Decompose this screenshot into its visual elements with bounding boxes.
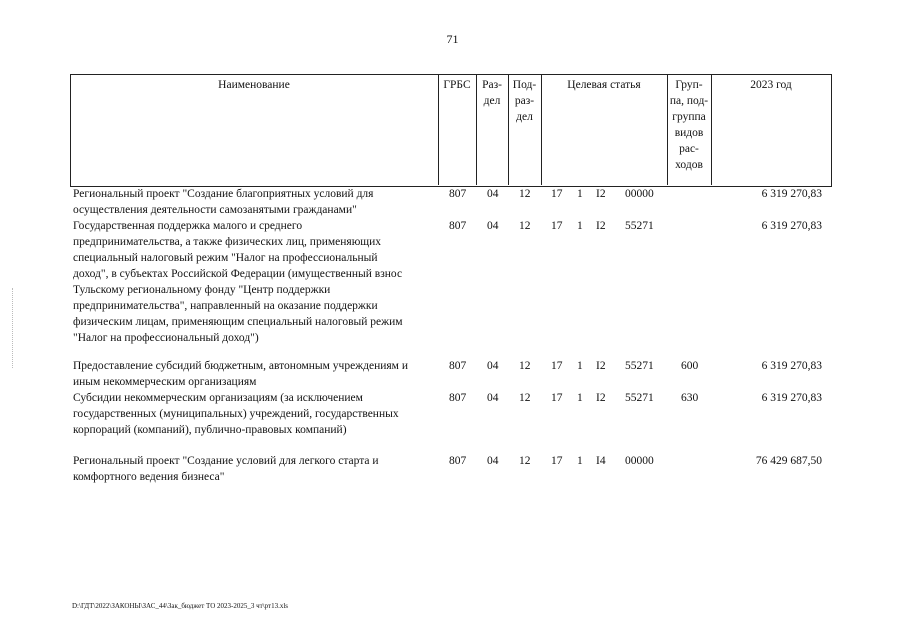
header-razdel-line: дел <box>483 95 501 107</box>
row-target-program: 17 <box>551 360 563 372</box>
row-razdel: 04 <box>487 455 499 467</box>
row-target-sub: 1 <box>577 220 583 232</box>
row-target-sub: 1 <box>577 392 583 404</box>
row-target-program: 17 <box>551 188 563 200</box>
row-target-code: 00000 <box>625 188 654 200</box>
row-razdel: 04 <box>487 392 499 404</box>
header-group-line: Груп- <box>675 79 703 91</box>
row-podrazdel: 12 <box>519 360 531 372</box>
header-target: Целевая статья <box>567 79 641 91</box>
row-name-line: специальный налоговый режим "Налог на профессиональный <box>73 252 378 264</box>
row-target-project: I2 <box>596 220 606 232</box>
row-name-line: предпринимательства, а также физических лиц, применяющих <box>73 236 382 248</box>
row-target-sub: 1 <box>577 188 583 200</box>
header-podrazdel-line: дел <box>516 111 533 123</box>
row-name-line: Тульскому региональному фонду "Центр поддержки <box>73 284 331 296</box>
row-name-line: государственных (муниципальных) учреждений, государственных <box>73 408 399 420</box>
table-header <box>70 74 832 187</box>
row-name-line: "Налог на профессиональный доход") <box>73 332 259 344</box>
row-razdel: 04 <box>487 360 499 372</box>
row-grbs: 807 <box>449 392 467 404</box>
row-name-line: комфортного ведения бизнеса" <box>73 471 225 483</box>
header-group-line: группа <box>672 111 706 123</box>
page-number: 71 <box>446 32 459 46</box>
row-amount: 6 319 270,83 <box>761 392 822 404</box>
header-year: 2023 год <box>750 79 792 91</box>
row-target-code: 55271 <box>625 220 654 232</box>
row-name <box>73 186 438 218</box>
row-name-line: доход", в субъектах Российской Федерации (имущественный взнос <box>73 268 403 280</box>
header-podrazdel <box>508 77 541 125</box>
row-target-project: I2 <box>596 188 606 200</box>
row-razdel: 04 <box>487 220 499 232</box>
header-group <box>667 77 711 173</box>
header-razdel-line: Раз- <box>482 79 502 91</box>
header-group-line: па, под- <box>669 95 709 107</box>
header-razdel <box>476 77 508 109</box>
row-name-line: Субсидии некоммерческим организациям (за исключением <box>73 392 363 404</box>
row-amount: 6 319 270,83 <box>761 188 822 200</box>
row-amount: 76 429 687,50 <box>755 455 822 467</box>
header-name: Наименование <box>218 79 290 91</box>
row-podrazdel: 12 <box>519 188 531 200</box>
row-amount: 6 319 270,83 <box>761 220 822 232</box>
row-name <box>73 358 438 390</box>
row-target-project: I4 <box>596 455 606 467</box>
row-podrazdel: 12 <box>519 220 531 232</box>
row-target-program: 17 <box>551 392 563 404</box>
row-target-code: 00000 <box>625 455 654 467</box>
header-group-line: рас- <box>679 143 699 155</box>
row-group: 600 <box>681 360 699 372</box>
row-name <box>73 453 438 485</box>
row-name-line: осуществления деятельности самозанятыми гражданами" <box>73 204 357 216</box>
row-name <box>73 218 438 346</box>
row-grbs: 807 <box>449 455 467 467</box>
row-target-project: I2 <box>596 392 606 404</box>
row-target-program: 17 <box>551 220 563 232</box>
header-podrazdel-line: Под- <box>512 79 537 91</box>
row-grbs: 807 <box>449 188 467 200</box>
row-target-project: I2 <box>596 360 606 372</box>
footer-file-path: D:\ГДТ\2022\ЗАКОНЫ\ЗАС_44\Зак_бюджет ТО 2023-2025_3 чт\рт13.xls <box>72 602 289 610</box>
row-name-line: Региональный проект "Создание условий для легкого старта и <box>73 455 379 467</box>
header-podrazdel-line: раз- <box>514 95 535 107</box>
row-target-program: 17 <box>551 455 563 467</box>
row-amount: 6 319 270,83 <box>761 360 822 372</box>
row-group: 630 <box>681 392 699 404</box>
row-name-line: Региональный проект "Создание благоприятных условий для <box>73 188 374 200</box>
row-name-line: предпринимательства", направленный на оказание поддержки <box>73 300 378 312</box>
row-podrazdel: 12 <box>519 392 531 404</box>
row-target-sub: 1 <box>577 455 583 467</box>
row-name-line: Предоставление субсидий бюджетным, автономным учреждениям и <box>73 360 408 372</box>
header-grbs: ГРБС <box>443 79 471 91</box>
scan-artifact <box>12 288 14 368</box>
row-target-code: 55271 <box>625 360 654 372</box>
row-target-code: 55271 <box>625 392 654 404</box>
row-name <box>73 390 438 438</box>
row-target-sub: 1 <box>577 360 583 372</box>
row-grbs: 807 <box>449 220 467 232</box>
header-group-line: видов <box>674 127 704 139</box>
row-name-line: корпораций (компаний), публично-правовых компаний) <box>73 424 347 436</box>
row-podrazdel: 12 <box>519 455 531 467</box>
row-name-line: физическим лицам, применяющим специальный налоговый режим <box>73 316 403 328</box>
row-razdel: 04 <box>487 188 499 200</box>
row-name-line: иным некоммерческим организациям <box>73 376 257 388</box>
header-group-line: ходов <box>675 159 703 171</box>
row-name-line: Государственная поддержка малого и среднего <box>73 220 303 232</box>
row-grbs: 807 <box>449 360 467 372</box>
